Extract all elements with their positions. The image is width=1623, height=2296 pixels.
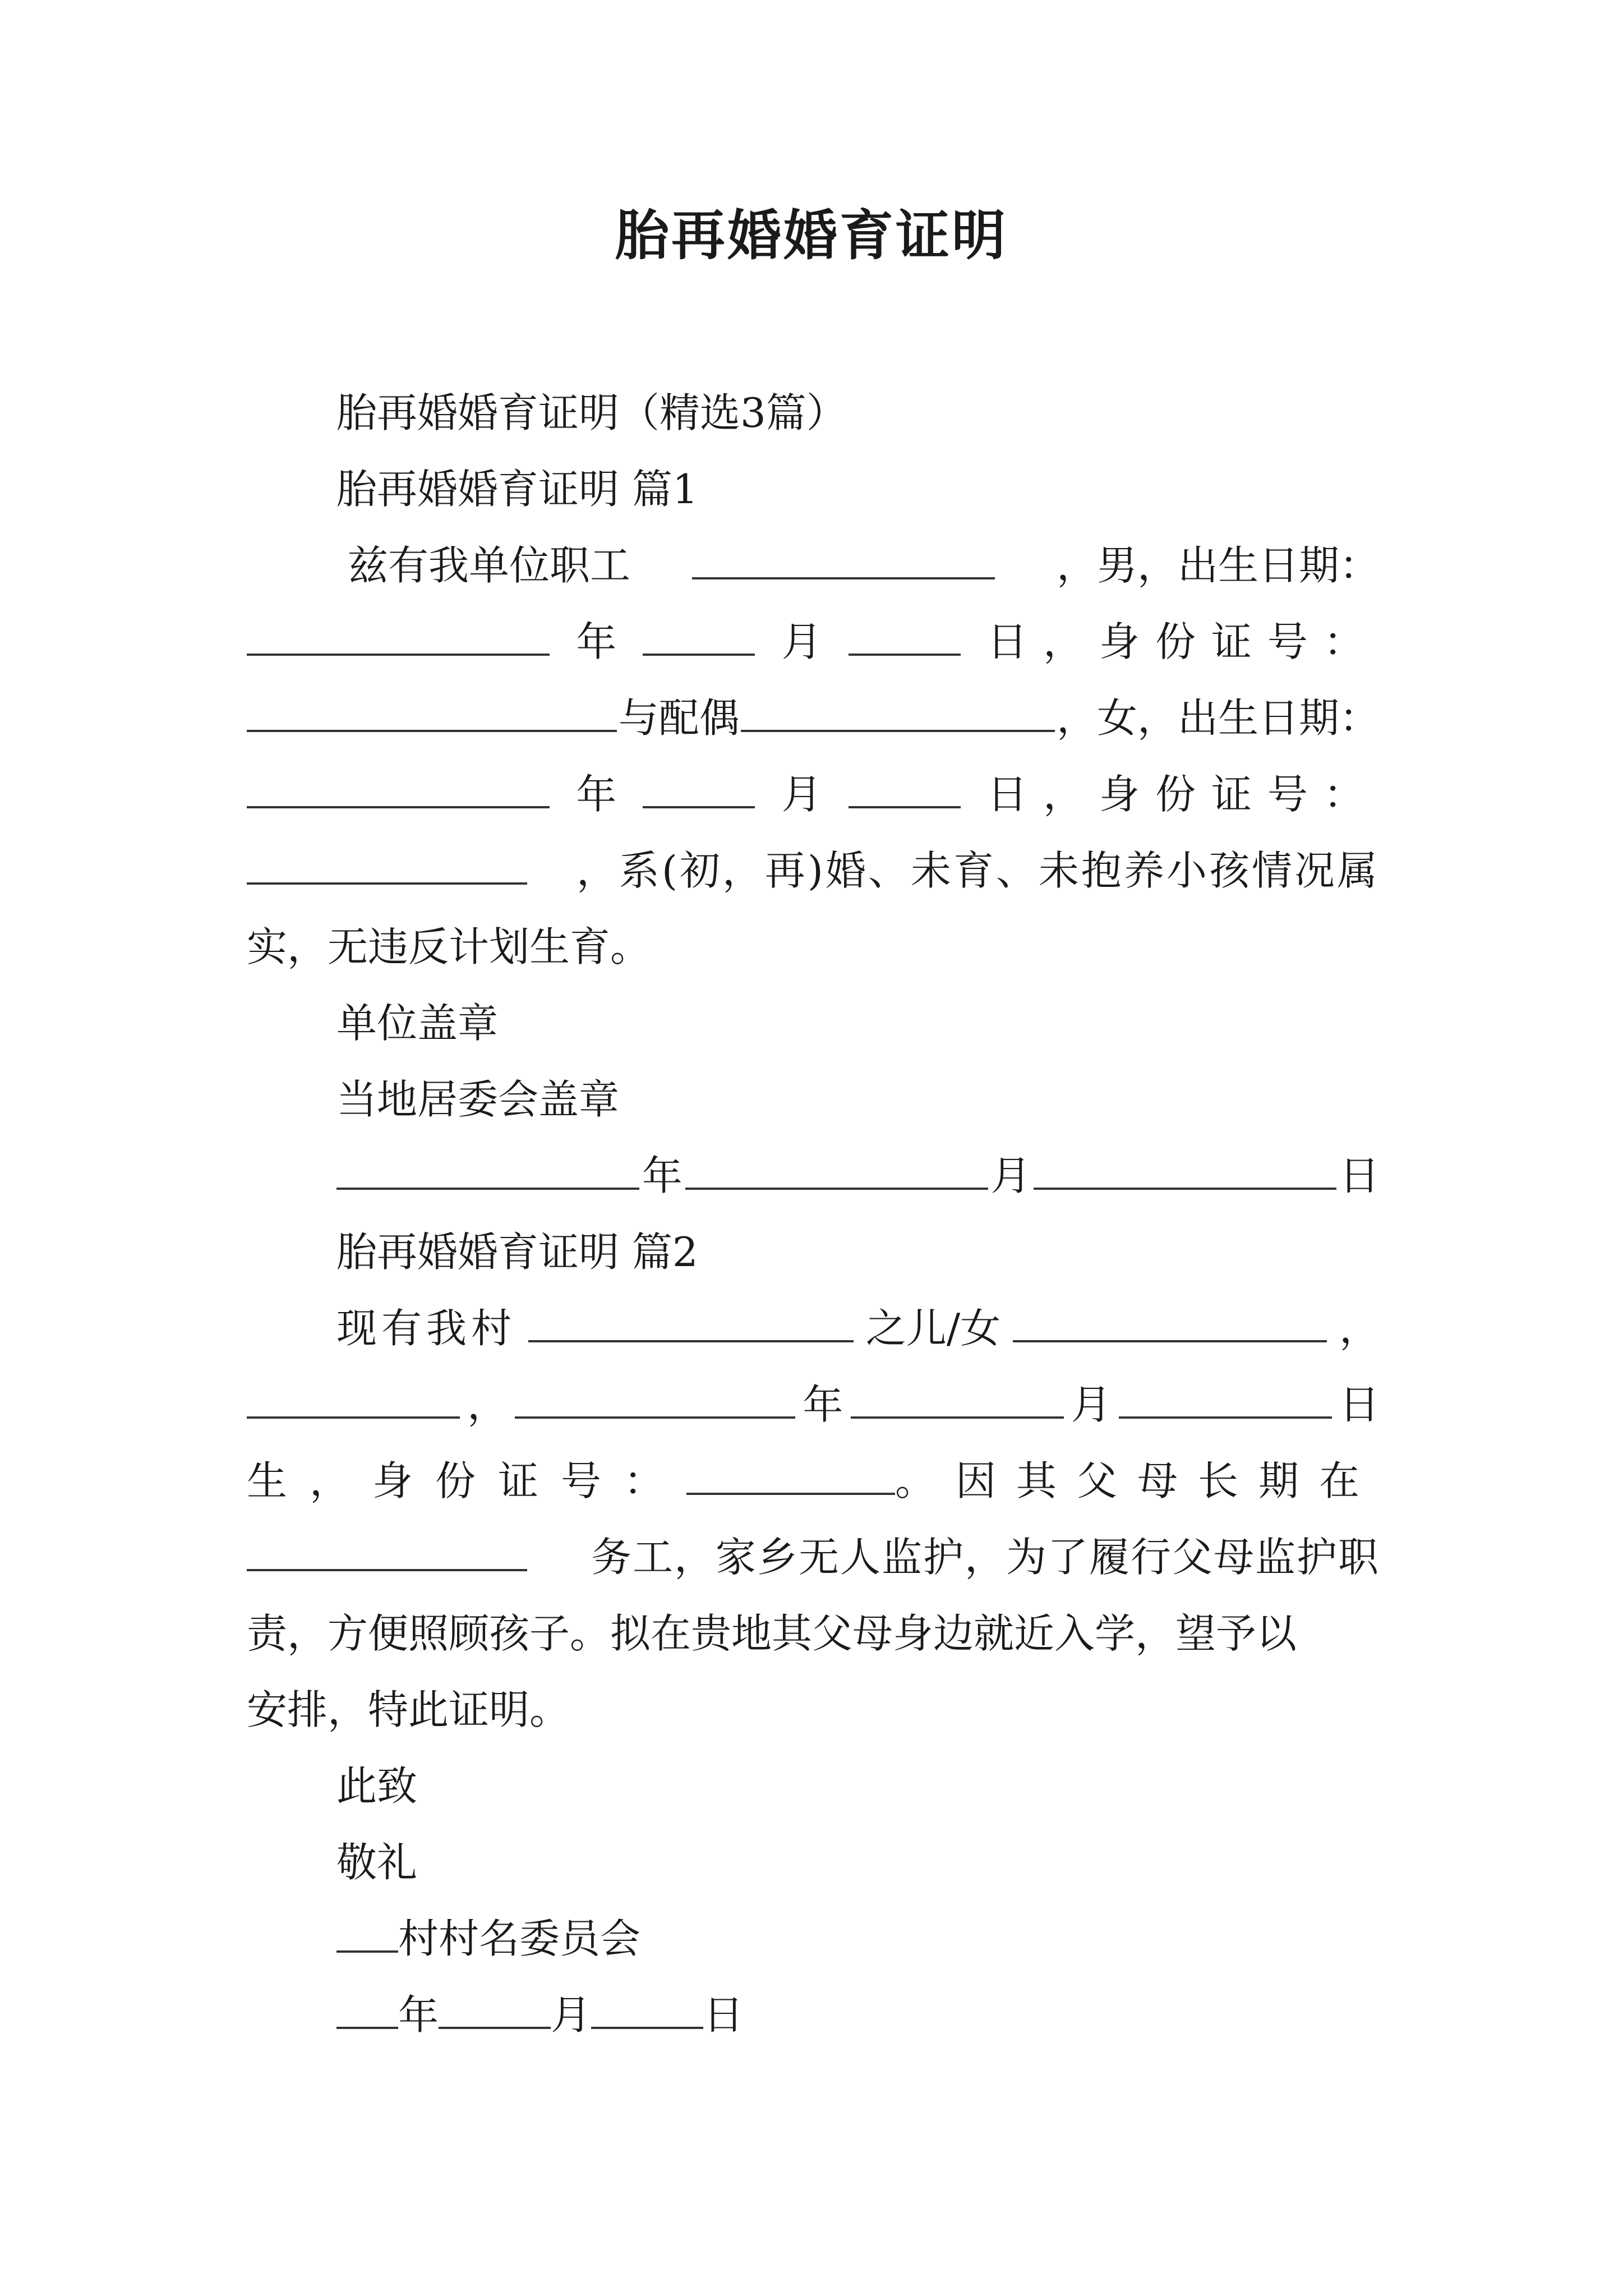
month-label: 月 <box>551 1991 592 2039</box>
section2-line4 <box>247 1519 1380 1595</box>
birth-month-blank[interactable] <box>643 619 755 656</box>
employee-label: 兹有我单位职工 <box>348 542 631 589</box>
year-label: 年 <box>576 618 617 665</box>
month-label: 月 <box>1071 1381 1112 1428</box>
spouse-birth-label: ，女，出生日期： <box>1056 694 1380 742</box>
parent-name-blank[interactable] <box>528 1305 854 1342</box>
section1-line5 <box>247 832 1380 909</box>
signature-text: 村村名委员会 <box>398 1915 641 1962</box>
spouse-id-blank[interactable] <box>247 848 527 885</box>
birth-day-blank[interactable] <box>849 619 961 656</box>
closing-1: 此致 <box>336 1763 418 1810</box>
spouse-id-label: 日，身份证号： <box>986 771 1380 818</box>
spouse-month-blank[interactable] <box>643 771 755 808</box>
child-gender-blank[interactable] <box>247 1382 460 1419</box>
year-label: 年 <box>576 771 617 818</box>
spouse-year-blank[interactable] <box>247 771 550 808</box>
spouse-name-blank[interactable] <box>741 695 1055 732</box>
closing-2: 敬礼 <box>336 1839 418 1886</box>
work-reason-text: 务工，家乡无人监护，为了履行父母监护职 <box>591 1534 1380 1581</box>
child-id-label: 生，身份证号： <box>247 1457 687 1504</box>
village-name-blank[interactable] <box>336 1916 398 1953</box>
committee-seal: 当地居委会盖章 <box>336 1076 620 1123</box>
month-label: 月 <box>781 771 822 818</box>
day-label: 日 <box>1339 1152 1380 1199</box>
document-title: 胎再婚婚育证明 <box>615 204 1008 267</box>
parents-away-text: 。因其父母长期在 <box>895 1457 1380 1504</box>
section2-line5: 责，方便照顾孩子。拟在贵地其父母身边就近入学，望予以 <box>247 1610 1297 1657</box>
year-label: 年 <box>398 1991 439 2039</box>
year-label: 年 <box>803 1381 843 1428</box>
section2-line1 <box>336 1290 1380 1366</box>
id-number-blank[interactable] <box>247 695 617 732</box>
sign-day-blank[interactable] <box>1034 1153 1336 1190</box>
section2-heading: 胎再婚婚育证明 篇2 <box>336 1228 698 1276</box>
section2-line6: 安排，特此证明。 <box>247 1686 570 1733</box>
marriage-status-text: ，系(初，再)婚、未育、未抱养小孩情况属 <box>576 847 1380 894</box>
child-year-blank[interactable] <box>515 1382 795 1419</box>
spouse-label: 与配偶 <box>618 694 740 742</box>
work-place-blank[interactable] <box>247 1534 527 1571</box>
section1-date <box>336 1138 1380 1214</box>
birth-year-blank[interactable] <box>247 619 550 656</box>
sign2-month-blank[interactable] <box>439 1992 551 2029</box>
document-intro: 胎再婚婚育证明（精选3篇） <box>336 389 847 436</box>
employee-name-blank[interactable] <box>692 542 995 579</box>
section2-line2 <box>247 1366 1380 1443</box>
sign-month-blank[interactable] <box>685 1153 988 1190</box>
section1-line2 <box>247 604 1380 680</box>
month-label: 月 <box>781 618 822 665</box>
month-label: 月 <box>990 1152 1031 1199</box>
child-id-blank[interactable] <box>686 1458 895 1495</box>
gender-birth-label: ，男，出生日期： <box>1056 542 1380 589</box>
year-label: 年 <box>642 1152 683 1199</box>
section2-date <box>336 1977 1380 2053</box>
sign2-day-blank[interactable] <box>591 1992 703 2029</box>
child-day-blank[interactable] <box>1119 1382 1332 1419</box>
section1-line3 <box>247 680 1380 756</box>
day-label: 日 <box>703 1991 744 2039</box>
day-label: 日 <box>1339 1381 1380 1428</box>
section1-heading: 胎再婚婚育证明 篇1 <box>336 466 698 513</box>
section1-line1 <box>348 527 1380 604</box>
section1-line4 <box>247 756 1380 832</box>
comma: ， <box>467 1381 508 1428</box>
sign-year-blank[interactable] <box>336 1153 639 1190</box>
child-month-blank[interactable] <box>851 1382 1064 1419</box>
village-label: 现有我村 <box>336 1305 517 1352</box>
unit-seal: 单位盖章 <box>336 1000 499 1047</box>
section2-line3 <box>247 1443 1380 1519</box>
sign2-year-blank[interactable] <box>336 1992 398 2029</box>
child-label: 之儿/女 <box>865 1305 1001 1352</box>
child-name-blank[interactable] <box>1013 1305 1327 1342</box>
signature-line <box>336 1901 1380 1977</box>
spouse-day-blank[interactable] <box>849 771 961 808</box>
section1-line6: 实，无违反计划生育。 <box>247 923 651 970</box>
id-label: 日，身份证号： <box>986 618 1380 665</box>
comma: ， <box>1339 1305 1380 1352</box>
